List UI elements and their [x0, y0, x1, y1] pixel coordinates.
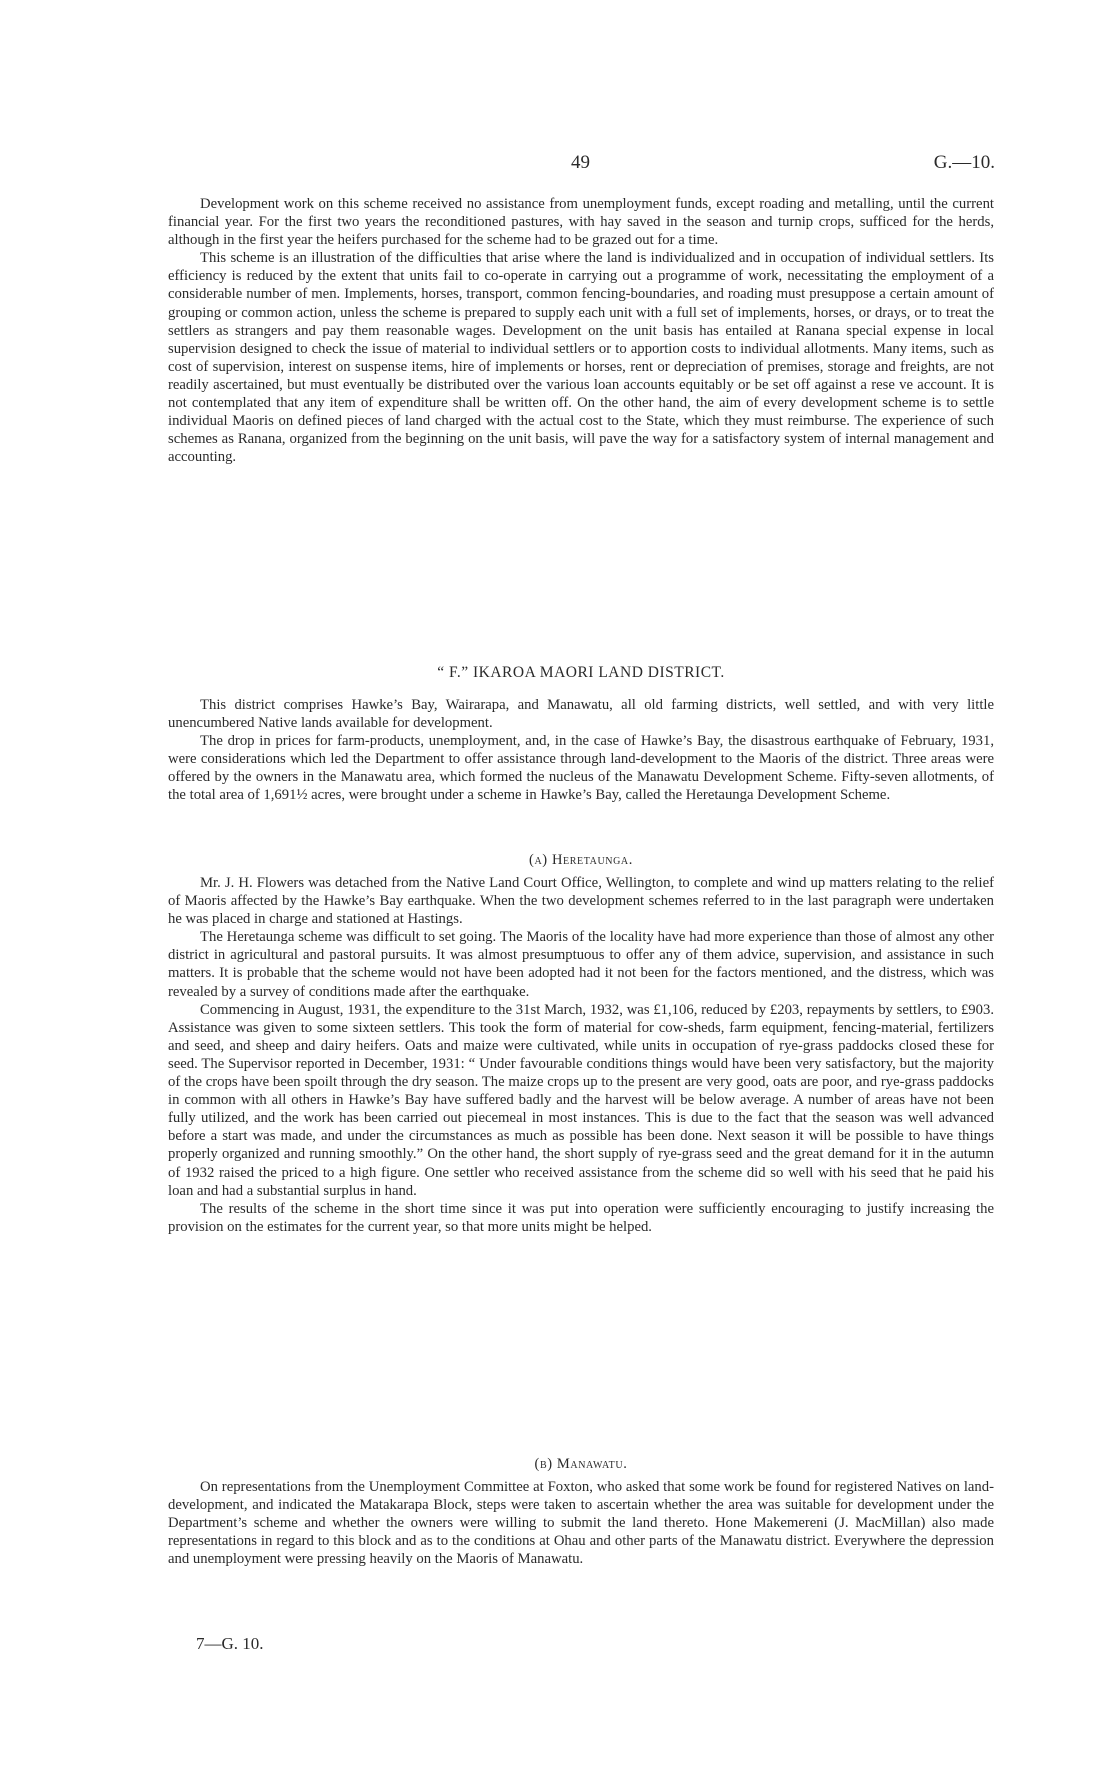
paragraph: The drop in prices for farm-products, unemployment, and, in the case of Hawke’s Bay, the disastrous earthquake of February, 1931, were considerations which led the Department to offer assistance through land-development to the Maoris of the district. Three areas were offered by the owners in the Manawatu area, which formed the nucleus of the Manawatu Development Scheme. Fifty-seven allotments, of the total area of 1,691½ acres, were brought under a scheme in Hawke’s Bay, called the Heretaunga Development Scheme.: [168, 733, 994, 804]
section-a-heading: (a) Heretaunga.: [529, 852, 633, 868]
page-header: [0, 152, 1114, 176]
district-intro: [168, 696, 994, 805]
paragraph: Development work on this scheme received no assistance from unemployment funds, except roading and metalling, until the current financial year. For the first two years the reconditioned pastures, with hay saved in the season and turnip crops, sufficed for the herds, although in the first year the heifers purchased for the scheme had to be grazed out for a time.: [168, 196, 994, 249]
paragraph: This district comprises Hawke’s Bay, Wairarapa, and Manawatu, all old farming districts, well settled, and with very little unencumbered Native lands available for development.: [168, 697, 994, 732]
signature-mark: 7—G. 10.: [196, 1634, 264, 1653]
section-b-body: [168, 1478, 994, 1568]
paragraph: Mr. J. H. Flowers was detached from the Native Land Court Office, Wellington, to complete and wind up matters relating to the relief of Maoris affected by the Hawke’s Bay earthquake. When the two development schemes referred to in the last paragraph were undertaken he was placed in charge and stationed at Hastings.: [168, 875, 994, 928]
section-a-body: [168, 874, 994, 1236]
paragraph: The Heretaunga scheme was difficult to set going. The Maoris of the locality have had more experience than those of almost any other district in agricultural and pastoral pursuits. It was almost presumptuous to offer any of them advice, supervision, and assistance in such matters. It is probable that the scheme would not have been adopted had it not been for the factors mentioned, and the distress, which was revealed by a survey of conditions made after the earthquake.: [168, 929, 994, 1000]
page-number: 49: [571, 152, 590, 173]
district-heading: “ F.” IKAROA MAORI LAND DISTRICT.: [437, 664, 725, 681]
ranana-section: [168, 195, 994, 466]
section-b-heading: (b) Manawatu.: [534, 1456, 628, 1472]
paragraph: Commencing in August, 1931, the expenditure to the 31st March, 1932, was £1,106, reduced by £203, repayments by settlers, to £903. Assistance was given to some sixteen settlers. This took the form of material for cow-sheds, farm equipment, fencing-material, fertilizers and seed, and sheep and dairy heifers. Oats and maize were cultivated, while units in occupation of rye-grass paddocks closed these for seed. The Supervisor reported in December, 1931: “ Under favourable conditions things would have been very satisfactory, but the majority of the crops have been spoilt through the dry season. The maize crops up to the present are very good, oats are poor, and rye-grass paddocks in common with all others in Hawke’s Bay have suffered badly and the harvest will be below average. A number of areas have not been fully utilized, and the work has been carried out piecemeal in most instances. This is due to the fact that the season was well advanced before a start was made, and under the circumstances as much as possible has been done. Next season it will be possible to have things properly organized and running smoothly.” On the other hand, the short supply of rye-grass seed and the great demand for it in the autumn of 1932 raised the priced to a high figure. One settler who received assistance from the scheme did so well with his seed that he paid his loan and had a substantial surplus in hand.: [168, 1001, 994, 1199]
paragraph: This scheme is an illustration of the difficulties that arise where the land is individualized and in occupation of individual settlers. Its efficiency is reduced by the extent that units fail to co-operate in carrying out a programme of work, necessitating the employment of a considerable number of men. Implements, horses, transport, common fencing-boundaries, and roading must presuppose a certain amount of grouping or common action, unless the scheme is prepared to supply each unit with a full set of implements, horses, or drays, or to treat the settlers as strangers and pay them reasonable wages. Development on the unit basis has entailed at Ranana special expense in local supervision designed to check the issue of material to individual settlers or to apportion costs to individual allotments. Many items, such as cost of supervision, interest on suspense items, hire of implements or horses, rent or depreciation of premises, storage and freights, are not readily ascertained, but must eventually be distributed over the various loan accounts equitably or be set off against a rese ve account. It is not contemplated that any item of expenditure shall be written off. On the other hand, the aim of every development scheme is to settle individual Maoris on defined pieces of land charged with the actual cost to the State, which they must reimburse. The experience of such schemes as Ranana, organized from the beginning on the unit basis, will pave the way for a satisfactory system of internal management and accounting.: [168, 250, 994, 466]
document-code: G.—10.: [933, 152, 995, 173]
paragraph: On representations from the Unemployment Committee at Foxton, who asked that some work be found for registered Natives on land-development, and indicated the Matakarapa Block, steps were taken to ascertain whether the area was suitable for development under the Department’s scheme and whether the owners were willing to submit the land thereto. Hone Makemereni (J. MacMillan) also made representations in regard to this block and as to the conditions at Ohau and other parts of the Manawatu district. Everywhere the depression and unemployment were pressing heavily on the Maoris of Manawatu.: [168, 1479, 994, 1568]
paragraph: The results of the scheme in the short time since it was put into operation were sufficiently encouraging to justify increasing the provision on the estimates for the current year, so that more units might be helped.: [168, 1200, 994, 1235]
